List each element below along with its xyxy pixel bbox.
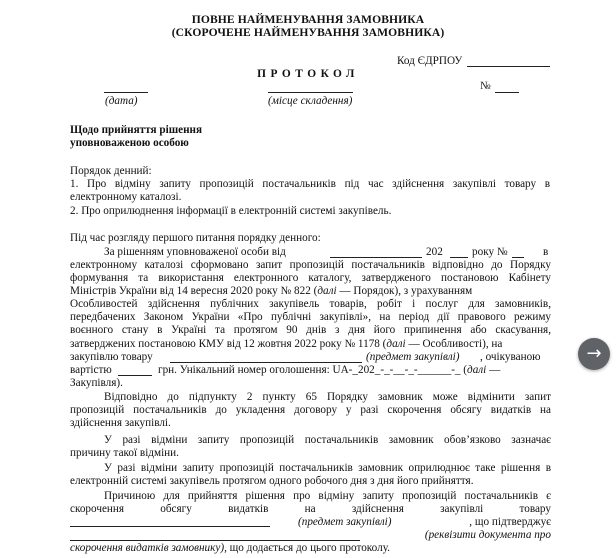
- p1-line8: затверджених постановою КМУ від 12 жовтня 2022 року № 1178 (далі — Особливості), на: [70, 338, 503, 350]
- p1-line11: Закупівля).: [70, 377, 123, 389]
- p1-line1-b: 202: [426, 246, 443, 258]
- agenda-item-1: 1. Про відміну запиту пропозицій постачальників під час здійснення закупівлі товару в: [70, 178, 550, 190]
- place-blank: [268, 92, 353, 93]
- p1-line9-a: закупівлю товару: [70, 351, 153, 363]
- p1-line6: передбачених Законом України «Про публічні закупівлі», на період дії правового режиму: [70, 311, 551, 323]
- p5-line3-b: , що підтверджує: [469, 516, 551, 528]
- p2-line1: Відповідно до підпункту 2 пункту 65 Порядку замовник може відмінити запит: [104, 391, 551, 403]
- p1-line2: електронному каталозі сформовано запит пропозицій постачальників відповідно до Порядку: [70, 259, 551, 271]
- p5-line2: скорочення обсягу видатків на здійснення закупівлі товару: [70, 503, 551, 515]
- year-blank: [450, 257, 468, 258]
- p1-line9-hint: (предмет закупівлі): [366, 351, 460, 363]
- p2-line2: пропозицій постачальників до укладення договору у разі скорочення обсягу видатків на: [70, 404, 551, 416]
- p3-line2: причину такої відміни.: [70, 447, 179, 459]
- edrpou-blank: [467, 66, 550, 67]
- subject-blank-2: [70, 526, 270, 527]
- number-blank: [495, 92, 519, 93]
- p5-line1: Причиною для прийняття рішення про відміну запиту пропозицій постачальників є: [104, 490, 551, 502]
- p5-line3-hint: (предмет закупівлі): [298, 516, 392, 528]
- p2-line3: здійснення закупівлі.: [70, 417, 171, 429]
- agenda-item-1-cont: електронному каталозі.: [70, 191, 182, 203]
- next-page-arrow-icon[interactable]: →: [578, 338, 610, 370]
- p1-line4: Міністрів України від 14 вересня 2020 року № 822 (далі — Порядок), з урахуванням: [70, 285, 473, 297]
- agenda-item-2: 2. Про оприлюднення інформації в електронній системі закупівель.: [70, 205, 392, 217]
- date-hint: (дата): [105, 95, 138, 107]
- p1-line7: воєнного стану в Україні та протягом 90 днів з дня його припинення або скасування,: [70, 324, 551, 336]
- protocol-title: ПРОТОКОЛ: [257, 68, 359, 80]
- edrpou-label: Код ЄДРПОУ: [397, 55, 463, 67]
- subject-line-2: уповноваженою особою: [70, 137, 189, 149]
- subject-line-1: Щодо прийняття рішення: [70, 124, 203, 136]
- p1-line3: формування та використання електронного каталогу, затвердженого постановою Кабінету: [70, 272, 551, 284]
- p1-line10-a: вартістю: [70, 364, 112, 376]
- p1-line9-b: , очікуваною: [480, 351, 541, 363]
- decision-date-blank: [330, 257, 422, 258]
- p1-line1-d: в: [543, 246, 549, 258]
- place-hint: (місце складення): [268, 95, 353, 107]
- p1-line5: Особливостей здійснення публічних закупівель товарів, робіт і послуг для замовників,: [70, 298, 551, 310]
- p5-line4-hint: (реквізити документа про: [424, 529, 551, 541]
- decision-number-blank: [512, 257, 524, 258]
- number-label: №: [480, 80, 491, 92]
- p4-line2: електронній системі закупівель протягом одного робочого дня з дня його прийняття.: [70, 475, 474, 487]
- p1-line1-c: року №: [472, 246, 508, 258]
- document-details-blank: [70, 540, 360, 541]
- subject-of-purchase-blank: [170, 362, 362, 363]
- customer-short-name: (СКОРОЧЕНЕ НАЙМЕНУВАННЯ ЗАМОВНИКА): [171, 26, 445, 39]
- expected-cost-blank: [118, 375, 152, 376]
- p1-line10-b: грн. Унікальний номер оголошення: UA-_202_-_-__-_-______-_ (далі —: [158, 364, 501, 376]
- p3-line1: У разі відміни запиту пропозицій постачальників замовник обов’язково зазначає: [104, 434, 551, 446]
- date-blank: [104, 92, 148, 93]
- customer-full-name: ПОВНЕ НАЙМЕНУВАННЯ ЗАМОВНИКА: [191, 13, 425, 26]
- agenda-heading: Порядок денний:: [70, 165, 152, 177]
- p5-line5: скорочення видатків замовнику), що додається до цього протоколу.: [70, 542, 390, 554]
- p4-line1: У разі відміни запиту пропозицій постачальників замовник оприлюднює таке рішення в: [104, 462, 551, 474]
- p1-line1-a: За рішенням уповноваженої особи від: [104, 246, 286, 258]
- consideration-intro: Під час розгляду першого питання порядку денного:: [70, 232, 321, 244]
